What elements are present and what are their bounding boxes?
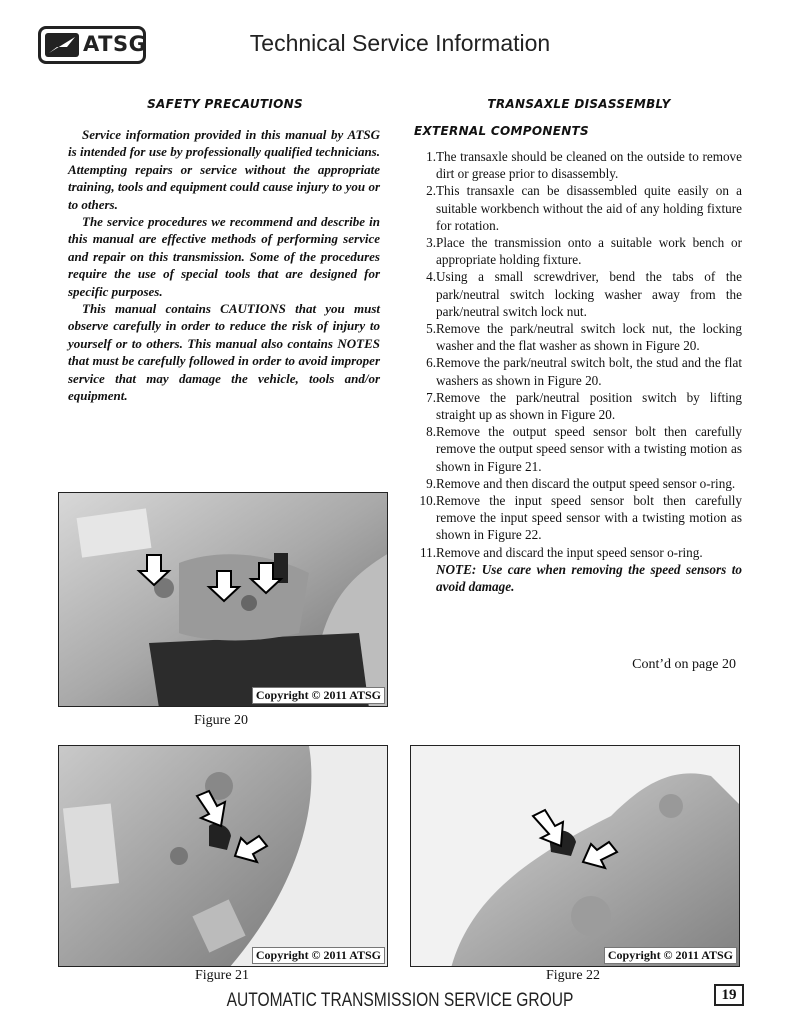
step-item xyxy=(414,492,742,544)
step-item xyxy=(414,320,742,354)
step-text: Using a small screwdriver, bend the tabs of the park/neutral switch locking washer away from the park/neutral switch lock nut. xyxy=(436,269,742,319)
disassembly-heading: TRANSAXLE DISASSEMBLY xyxy=(487,97,671,111)
continued-note: Cont’d on page 20 xyxy=(632,657,736,672)
figure-20-photo xyxy=(58,492,388,707)
note-text: NOTE: Use care when removing the speed sensors to avoid damage. xyxy=(436,561,742,595)
step-number: 7. xyxy=(426,389,436,405)
figure-20-copyright: Copyright © 2011 ATSG xyxy=(252,687,385,704)
logo-text: ATSG xyxy=(83,32,147,56)
step-text: Remove the output speed sensor bolt then carefully remove the output speed sensor with a twisting motion as shown in Figure 21. xyxy=(436,424,742,474)
step-number: 1. xyxy=(426,149,436,164)
footer-text: AUTOMATIC TRANSMISSION SERVICE GROUP xyxy=(226,990,574,1011)
step-item xyxy=(414,423,742,475)
step-number: 11. xyxy=(420,544,436,560)
figure-22-photo xyxy=(410,745,740,967)
step-text: Place the transmission onto a suitable work bench or appropriate holding fixture. xyxy=(436,235,742,268)
step-text: Remove the park/neutral switch lock nut, the locking washer and the flat washer as shown in Figure 20. xyxy=(436,321,742,354)
step-number: 8. xyxy=(426,424,436,440)
step-item xyxy=(414,354,742,388)
step-number: 9. xyxy=(426,475,436,491)
figure-22-copyright: Copyright © 2011 ATSG xyxy=(604,947,737,964)
step-number: 2. xyxy=(426,183,436,199)
output-speed-sensor-photo-illustration xyxy=(59,746,388,967)
transmission-photo-illustration xyxy=(59,493,388,707)
step-item xyxy=(414,544,742,561)
step-number: 5. xyxy=(426,321,436,337)
external-components-heading: EXTERNAL COMPONENTS xyxy=(414,124,589,138)
step-text: Remove the park/neutral switch bolt, the stud and the flat washers as shown in Figure 20. xyxy=(436,355,742,388)
step-number: 6. xyxy=(426,355,436,371)
safety-text xyxy=(68,126,380,405)
figure-20-caption: Figure 20 xyxy=(194,713,249,728)
step-text: Remove and then discard the output speed sensor o-ring. xyxy=(436,475,736,491)
step-number: 4. xyxy=(426,269,436,285)
step-item xyxy=(414,268,742,320)
page-title: Technical Service Information xyxy=(249,30,551,56)
input-speed-sensor-photo-illustration xyxy=(411,746,740,967)
step-text: The transaxle should be cleaned on the outside to remove dirt or grease prior to disassembly. xyxy=(436,149,742,182)
figure-21-caption: Figure 21 xyxy=(195,968,250,983)
figure-21-photo xyxy=(58,745,388,967)
step-text: Remove the input speed sensor bolt then carefully remove the input speed sensor with a twisting motion as shown in Figure 22. xyxy=(436,493,742,543)
figure-21-copyright: Copyright © 2011 ATSG xyxy=(252,947,385,964)
disassembly-steps xyxy=(414,148,742,595)
step-item xyxy=(414,234,742,268)
figure-22-caption: Figure 22 xyxy=(546,968,601,983)
step-text: Remove and discard the input speed sensor o-ring. xyxy=(436,544,703,560)
step-text: This transaxle can be disassembled quite easily on a suitable workbench without the aid of any holding fixture for rotation. xyxy=(436,183,742,233)
step-item xyxy=(414,389,742,423)
page-number: 19 xyxy=(714,984,744,1006)
safety-paragraph: The service procedures we recommend and describe in this manual are effective methods of performing service and repair on this transmission. Some of the procedures require the use of special tools that are designed for specific purposes. xyxy=(68,214,380,299)
step-number: 3. xyxy=(426,235,436,251)
safety-heading: SAFETY PRECAUTIONS xyxy=(147,97,303,111)
step-item xyxy=(414,148,742,182)
step-text: Remove the park/neutral position switch by lifting straight up as shown in Figure 20. xyxy=(436,389,742,423)
safety-paragraph: This manual contains CAUTIONS that you must observe carefully in order to reduce the risk of injury to yourself or to others. This manual also contains NOTES that must be carefully followed in order to avoid improper service that may damage the vehicle, tools and/or equipment. xyxy=(68,301,380,404)
step-number: 10. xyxy=(419,493,436,509)
step-item xyxy=(414,475,742,492)
step-item xyxy=(414,182,742,234)
safety-paragraph: Service information provided in this manual by ATSG is intended for use by professionally qualified technicians. Attempting repairs or service without the appropriate training, tools and equipment could cause injury to you or to others. xyxy=(68,127,380,212)
